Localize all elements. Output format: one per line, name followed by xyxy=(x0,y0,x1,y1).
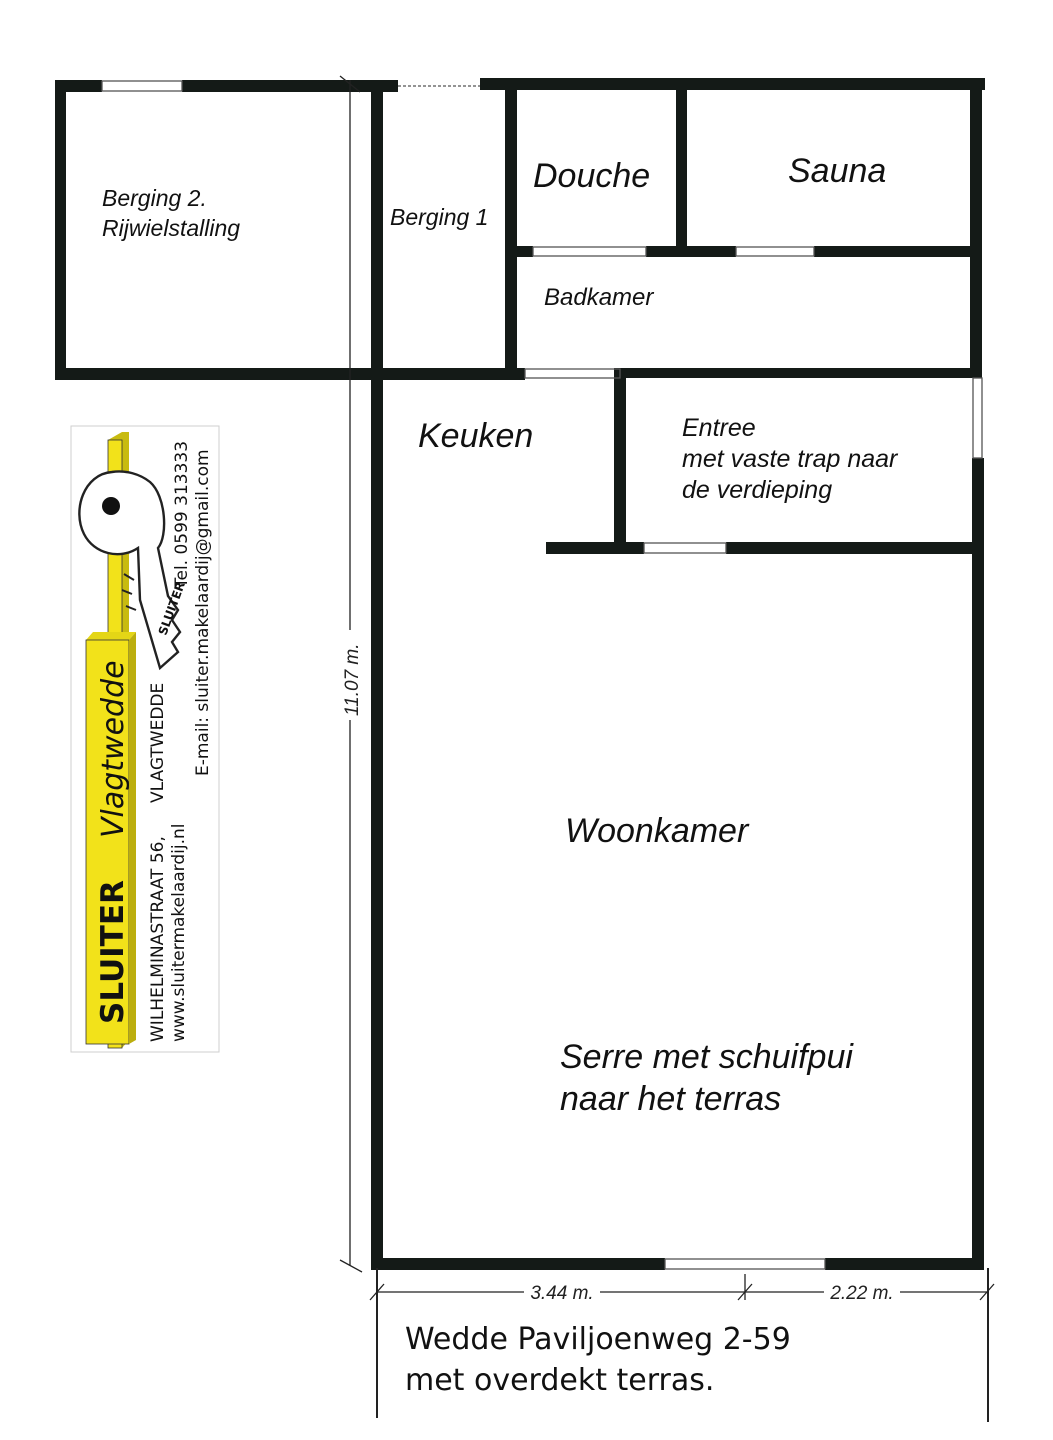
key-stamp-text: SLUITER xyxy=(155,579,188,638)
wall-berging2-left xyxy=(55,80,66,380)
wall-entree-left xyxy=(614,368,626,554)
room-label-berging2: Berging 2. xyxy=(102,185,207,211)
dim-width-right-label: 2.22 m. xyxy=(830,1283,894,1304)
room-label-woonkamer: Woonkamer xyxy=(565,812,749,850)
wall-berging2-bottom xyxy=(55,368,525,380)
room-label-berging1: Berging 1 xyxy=(390,204,489,230)
room-label-keuken: Keuken xyxy=(418,417,534,455)
wall-entree-bottom-left xyxy=(546,542,644,554)
room-label-entree-line2: met vaste trap naar xyxy=(682,445,898,473)
door-entree-living xyxy=(644,543,726,553)
wall-douche-bottom-mid xyxy=(646,246,736,257)
dim-vertical-tick-bottom xyxy=(340,1260,362,1272)
logo-email: E-mail: sluiter.makelaardij@gmail.com xyxy=(193,449,213,776)
wall-douche-bottom-left xyxy=(505,246,533,257)
room-label-entree: Entree xyxy=(682,414,756,442)
caption-line1: Wedde Paviljoenweg 2-59 xyxy=(405,1322,791,1357)
room-label-serre: Serre met schuifpui xyxy=(560,1038,853,1076)
wall-entree-bottom-right xyxy=(726,542,976,554)
wall-top-mid xyxy=(182,80,398,92)
logo-brand: SLUITER xyxy=(95,880,131,1024)
wall-sauna-bottom-right xyxy=(814,246,978,257)
door-sauna xyxy=(736,247,814,256)
logo-address: WILHELMINASTRAAT 56, xyxy=(148,836,168,1042)
logo-town: Vlagtwedde xyxy=(96,660,131,838)
door-badkamer xyxy=(525,369,620,378)
wall-berging1-right xyxy=(505,80,517,378)
openings xyxy=(102,81,982,1269)
wall-top-right xyxy=(480,78,985,90)
room-label-sauna: Sauna xyxy=(788,152,887,190)
door-douche xyxy=(533,247,646,256)
wall-douche-sauna xyxy=(676,80,687,256)
room-label-rijwielstalling: Rijwielstalling xyxy=(102,215,241,241)
sliding-door-serre xyxy=(665,1259,825,1269)
window-berging2-top xyxy=(102,81,182,91)
wall-bottom-left xyxy=(371,1258,665,1270)
wall-right-upper xyxy=(970,78,982,378)
wall-main-left xyxy=(371,80,383,1270)
agency-logo xyxy=(71,426,219,1052)
dim-width-left-label: 3.44 m. xyxy=(530,1283,594,1304)
room-label-entree-line3: de verdieping xyxy=(682,476,833,504)
logo-city: VLAGTWEDDE xyxy=(148,682,168,803)
logo-website: www.sluitermakelaardij.nl xyxy=(169,823,189,1042)
room-label-serre-line2: naar het terras xyxy=(560,1080,782,1118)
wall-kitchen-top-right xyxy=(620,368,978,378)
wall-right-lower xyxy=(972,458,984,1270)
dim-height-label: 11.07 m. xyxy=(342,643,363,716)
dimension-lines xyxy=(340,76,994,1422)
room-label-douche: Douche xyxy=(533,157,651,195)
caption-line2: met overdekt terras. xyxy=(405,1363,715,1398)
logo-phone: Tel. 0599 313333 xyxy=(172,440,192,588)
door-entree-front xyxy=(973,378,982,458)
room-label-badkamer: Badkamer xyxy=(544,284,654,311)
wall-bottom-right xyxy=(825,1258,984,1270)
